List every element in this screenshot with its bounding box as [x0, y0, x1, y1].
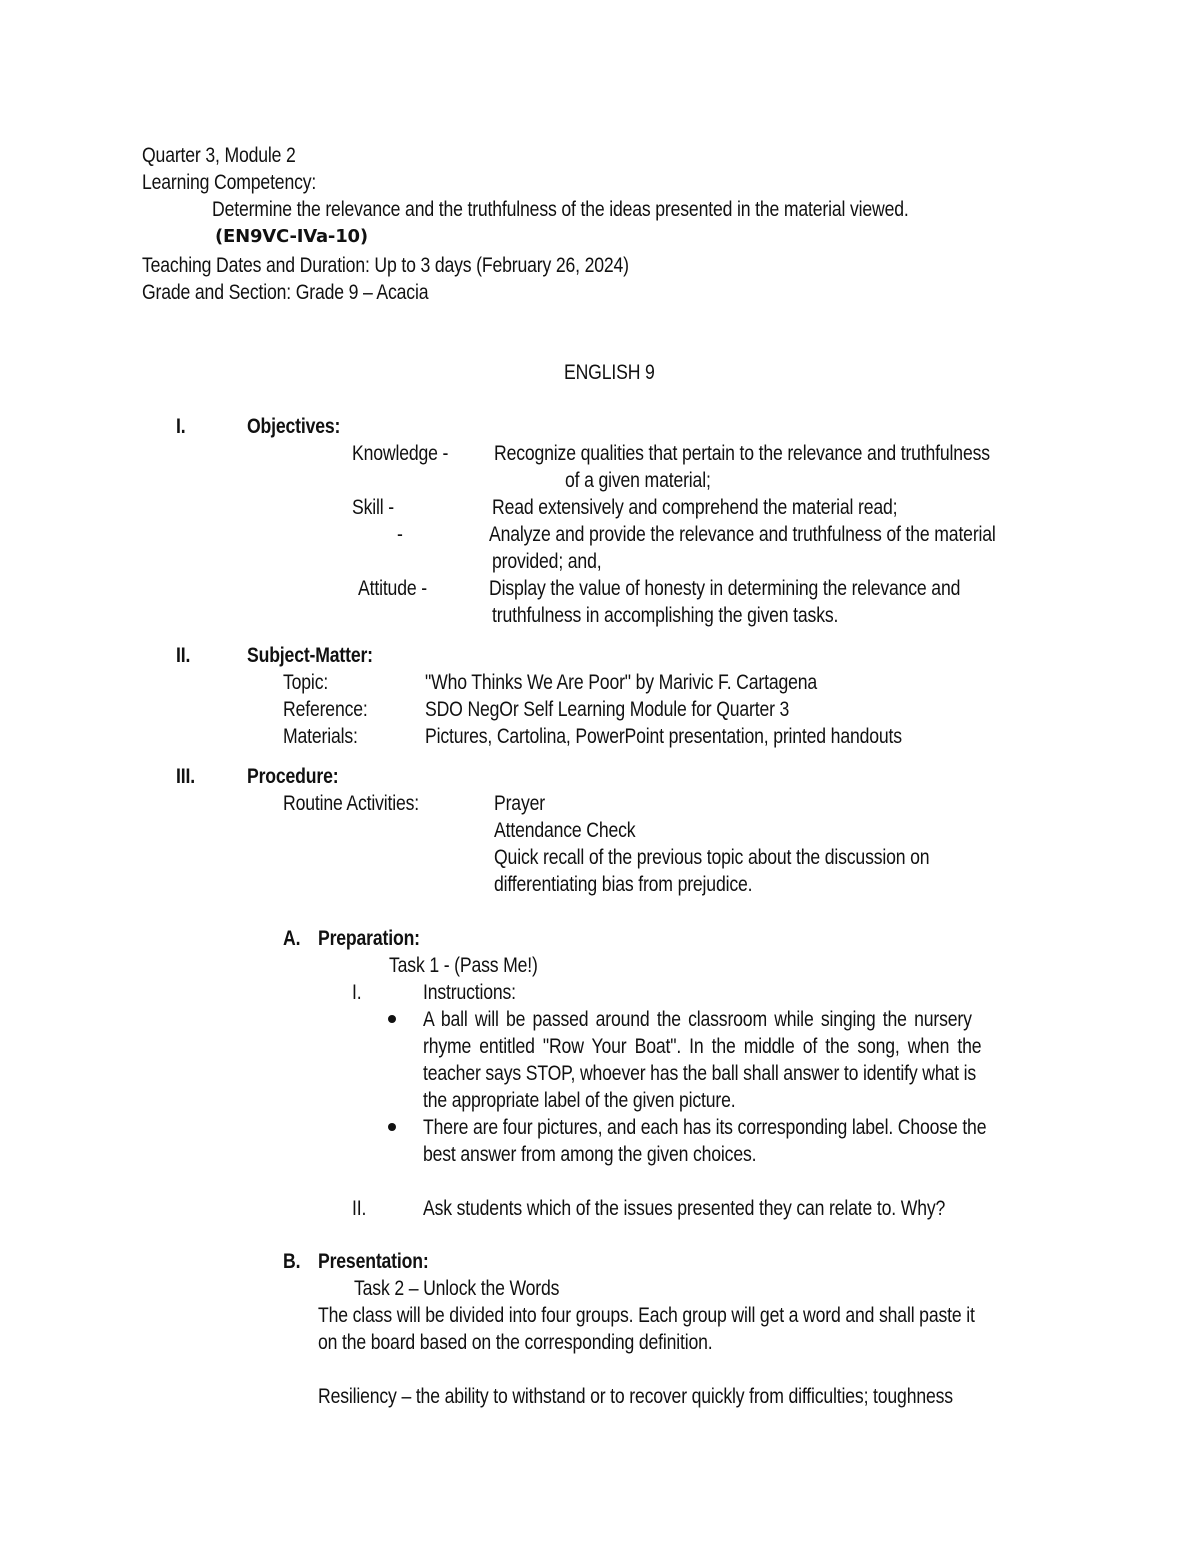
subject-matter-heading: Subject-Matter:	[247, 644, 373, 667]
knowledge-line-1: Recognize qualities that pertain to the relevance and truthfulness	[494, 442, 990, 465]
objectives-numeral: I.	[176, 415, 186, 438]
reference-value: SDO NegOr Self Learning Module for Quarter 3	[425, 698, 790, 721]
topic-label: Topic:	[283, 671, 329, 694]
teaching-dates: Teaching Dates and Duration: Up to 3 days (February 26, 2024)	[142, 254, 629, 277]
routine-item: Quick recall of the previous topic about the discussion on	[494, 846, 930, 869]
quarter-module: Quarter 3, Module 2	[142, 144, 296, 167]
task-2: Task 2 – Unlock the Words	[354, 1277, 560, 1300]
preparation-letter: A.	[283, 927, 301, 950]
subject-matter-numeral: II.	[176, 644, 191, 667]
bullet-2-line: There are four pictures, and each has its corresponding label. Choose the	[423, 1116, 987, 1139]
materials-label: Materials:	[283, 725, 358, 748]
ii-numeral: II.	[352, 1197, 367, 1220]
competency-code: (EN9VC-IVa-10)	[215, 226, 368, 247]
skill-line-2: Analyze and provide the relevance and truthfulness of the material	[489, 523, 996, 546]
skill-dash: -	[397, 523, 403, 546]
instructions-label: Instructions:	[423, 981, 516, 1004]
topic-value: "Who Thinks We Are Poor" by Marivic F. Cartagena	[425, 671, 818, 694]
routine-item: differentiating bias from prejudice.	[494, 873, 753, 896]
attitude-label: Attitude -	[358, 577, 427, 600]
knowledge-line-2: of a given material;	[565, 469, 711, 492]
knowledge-label: Knowledge -	[352, 442, 449, 465]
ii-text: Ask students which of the issues presented they can relate to. Why?	[423, 1197, 946, 1220]
routine-label: Routine Activities:	[283, 792, 420, 815]
learning-competency-label: Learning Competency:	[142, 171, 317, 194]
bullet-1-line: teacher says STOP, whoever has the ball shall answer to identify what is	[423, 1062, 977, 1085]
routine-item: Prayer	[494, 792, 545, 815]
reference-label: Reference:	[283, 698, 368, 721]
bullet-1-line: the appropriate label of the given picture.	[423, 1089, 736, 1112]
resiliency-definition: Resiliency – the ability to withstand or to recover quickly from difficulties; toughness	[318, 1385, 953, 1408]
objectives-heading: Objectives:	[247, 415, 341, 438]
page-title: ENGLISH 9	[564, 361, 655, 384]
presentation-paragraph-line: The class will be divided into four groups. Each group will get a word and shall paste it	[318, 1304, 975, 1327]
skill-line-1: Read extensively and comprehend the material read;	[492, 496, 898, 519]
bullet-1-line: rhyme entitled "Row Your Boat". In the middle of the song, when the	[423, 1035, 982, 1058]
preparation-heading: Preparation:	[318, 927, 420, 950]
materials-value: Pictures, Cartolina, PowerPoint presentation, printed handouts	[425, 725, 902, 748]
skill-label: Skill -	[352, 496, 394, 519]
attitude-line-1: Display the value of honesty in determining the relevance and	[489, 577, 961, 600]
presentation-heading: Presentation:	[318, 1250, 429, 1273]
presentation-paragraph-line: on the board based on the corresponding definition.	[318, 1331, 713, 1354]
bullet-2-line: best answer from among the given choices.	[423, 1143, 757, 1166]
bullet-icon	[388, 1123, 396, 1131]
bullet-icon	[388, 1015, 396, 1023]
grade-section: Grade and Section: Grade 9 – Acacia	[142, 281, 429, 304]
procedure-heading: Procedure:	[247, 765, 339, 788]
routine-item: Attendance Check	[494, 819, 636, 842]
skill-line-3: provided; and,	[492, 550, 602, 573]
competency-text: Determine the relevance and the truthfulness of the ideas presented in the material viewed.	[212, 198, 909, 221]
bullet-1-line: A ball will be passed around the classroom while singing the nursery	[423, 1008, 972, 1031]
procedure-numeral: III.	[176, 765, 195, 788]
attitude-line-2: truthfulness in accomplishing the given tasks.	[492, 604, 839, 627]
instructions-numeral: I.	[352, 981, 362, 1004]
task-1: Task 1 - (Pass Me!)	[389, 954, 538, 977]
presentation-letter: B.	[283, 1250, 301, 1273]
